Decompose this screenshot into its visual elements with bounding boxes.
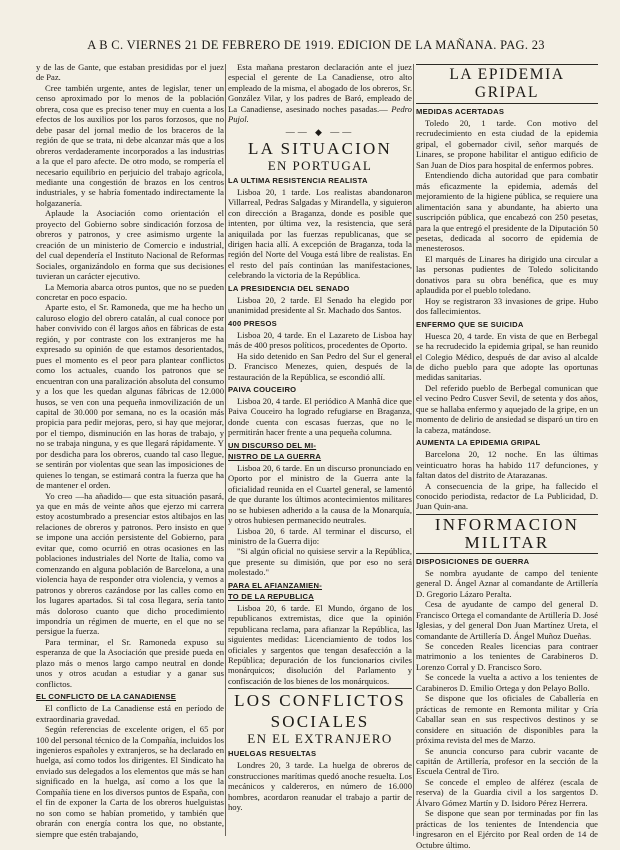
paragraph: A consecuencia de la gripe, ha fallecido el conocido periodista, redactor de La Publicidad, D. Juan Quin-ana.	[416, 480, 598, 512]
paragraph: Lisboa 20, 2 tarde. El Senado ha elegido por unanimidad presidente al Sr. Machado dos Santos.	[228, 294, 412, 316]
paragraph: Se dispone que sean por terminadas por fin las prácticas de los tenientes de Intendencia que ingresaron en el Ejército por Real orden de 14 de Octubre último.	[416, 808, 598, 850]
paragraph: Lisboa 20, 6 tarde. El Mundo, órgano de los republicanos extremistas, dice que la opinión republicana reclama, para afianzar la República, las siguientes medidas: Licenciamiento de todos los oficiales y sargentos que tengan desafección a la República; depuración de los funcionarios civiles monárquicos; disolución del Parlamento y confiscación de los bienes de los monárquicos.	[228, 602, 412, 686]
paragraph: Según referencias de excelente origen, el 65 por 100 del personal técnico de la Compañía, incluidos los ingenieros españoles y extranjeros, se ha declarado en huelga, así como todos los dirigentes. El Sindicato ha enviado sus delegados a los elementos que más se han significado en la huelga, así como a los que la Compañía tiene en los diversos puntos de España, con el fin de exponer la Carta de los obreros huelguistas no son como se habían prometido, y también que obrarán con energía contra los que, no obstante, siempre que estén trabajando,	[36, 724, 224, 839]
paragraph	[228, 62, 412, 125]
section-subheading: TO DE LA REPUBLICA	[228, 591, 314, 601]
paragraph: Se anuncia concurso para cubrir vacante de capitán de Artillería, profesor en la sección de la Escuela Central de Tiro.	[416, 745, 598, 777]
paragraph: Lisboa 20, 4 tarde. En el Lazareto de Lisboa hay más de 400 presos políticos, procedentes de Oporto.	[228, 329, 412, 351]
section-subheading: NISTRO DE LA GUERRA	[228, 451, 322, 461]
column-divider	[413, 64, 414, 836]
section-subheading: DISPOSICIONES DE GUERRA	[416, 556, 530, 566]
paragraph: Lisboa 20, 6 tarde. En un discurso pronunciado en Oporto por el ministro de la Guerra ante la oficialidad reunida en el Cuartel general, se lamentó de que durante los últimos acontecimientos militares no se hubiesen adherido a la causa de la Monarquía, y otros hubiesen permanecido neutrales.	[228, 462, 412, 526]
column-3	[416, 62, 598, 850]
paragraph: Hoy se registraron 33 invasiones de gripe. Hubo dos fallecimientos.	[416, 295, 598, 317]
headline-conflictos-3: EN EL EXTRANJERO	[247, 731, 393, 747]
headline-epidemia: LA EPIDEMIA GRIPAL	[449, 66, 565, 101]
ornament-divider: —— ◆ ——	[285, 126, 355, 137]
paragraph: El conflicto de La Canadiense está en período de extraordinaria gravedad.	[36, 703, 224, 724]
headline-informacion: INFORMACION	[434, 514, 580, 534]
paragraph: Barcelona 20, 12 noche. En las últimas veinticuatro horas ha habido 117 defunciones, y faltan datos del distrito de Atarazanas.	[416, 449, 598, 481]
headline-portugal-2: EN PORTUGAL	[267, 157, 373, 173]
paragraph: Para terminar, el Sr. Ramoneda expuso su esperanza de que la Asociación que preside pueda en plazo más o menos largo campo neutral en donde unos y otros acudan a estudiar y a ganar sus conflictos.	[36, 636, 224, 689]
paragraph: Aparte esto, el Sr. Ramoneda, que me ha hecho un caluroso elogio del obrero catalán, al cual conoce por haber convivido con él largos años en fábricas de esta región, y por contraste con los extranjeros me ha expresado su opinión de que estamos desorientados, pues el momento es el peor para plantear conflictos como los actuales, cuando los patronos que se encuentran con una paralización absoluta del consumo y a los que les quedan algunas fábricas de 12.000 husos, se ven con una pequeña inmovilización de un capital de 30.000 por semana, no es la ocasión más propicia para pedir mejoras, pero, si hay que mejorar, por el tiempo, disminución en las horas de trabajo, y no se trabaja ninguna, y es que llegará rápidamente. Y por desdicha para los obreros, cuando tal caso llegue, se sentirán por violentas que sean las imposiciones de quienes lo tengan, se estimará contra la fuerza que ha de mantener el orden.	[36, 302, 224, 491]
headline-portugal-1: LA SITUACION	[248, 138, 392, 158]
paragraph: Londres 20, 3 tarde. La huelga de obreros de construcciones marítimas quedó anoche resuelta. Los mecánicos y caldereros, en número de 16.000 hombres, acordaron reanudar el trabajo a partir de hoy.	[228, 760, 412, 813]
paragraph: Aplaude la Asociación como orientación el proyecto del Gobierno sobre sindicación forzosa de obreros y patronos, y cree asimismo urgente la creación de un ministerio de Comercio e industrial, del cual dependería el Instituto Nacional de Reformas Sociales, organizándolo en forma que sus decisiones tuvieran un carácter ejecutivo.	[36, 208, 224, 282]
paragraph: Se conceden Reales licencias para contraer matrimonio a los tenientes de Carabineros D. Lorenzo Corral y D. Francisco Soro.	[416, 641, 598, 672]
paragraph: Lisboa 20, 1 tarde. Los realistas abandonaron Villarreal, Pedras Salgadas y Mirandella, y siguieron con dirección a Braganza, donde es posible que intenten, por última vez, la resistencia, que será aniquilada por las fuerzas republicanas, que se dirigen hacia allí. A excepción de Braganza, toda la región del Norte del Vouga está libre de realistas. En el resto del país continúan las manifestaciones, celebrando la victoria de la República.	[228, 186, 412, 281]
headline-box	[416, 514, 598, 554]
paragraph: Lisboa 20, 6 tarde. Al terminar el discurso, el ministro de la Guerra dijo:	[228, 525, 412, 546]
section-subheading: 400 PRESOS	[228, 318, 277, 328]
headline-conflictos-1: LOS CONFLICTOS	[234, 691, 406, 711]
paragraph: Se dispone que los oficiales de Caballería en prácticas de remonte en Remonta militar y Cría Caballar sean en sus respectivos destinos y se considere en situación de disponibles para la próxima revista del mes de Marzo.	[416, 693, 598, 746]
paragraph: Se nombra ayudante de campo del teniente general D. Ángel Aznar al comandante de Artillería D. Gregorio Lázaro Peralta.	[416, 567, 598, 599]
masthead: A B C. VIERNES 21 DE FEBRERO DE 1919. EDICION DE LA MAÑANA. PAG. 23	[87, 38, 545, 52]
section-subheading: ENFERMO QUE SE SUICIDA	[416, 319, 524, 329]
paragraph: y de las de Gante, que estaban presididas por el juez de Paz.	[36, 62, 224, 83]
paragraph: Yo creo —ha añadido— que esta situación pasará, ya que en más de veinte años que ejerzo mi carrera estoy acostumbrado a presenciar estos altibajos en las relaciones de obreros y patronos. Pero insisto en que se impone una acción persistente del Gobierno, para evitar que, como ocurrió en otras ocasiones en las poblaciones industriales del Norte de Italia, como va comenzando en alguna población de Barcelona, a una violencia haya de responder otra violencia, y vemos a patronos y obreros cazándose por las calles como en los lugares apartados. Si tal cosa llegara, sería tanto más doloroso cuanto que dicho procedimiento impondría un régimen de muerte, en el que no se persigue la fuerza.	[36, 490, 224, 637]
section-subheading: UN DISCURSO DEL MI-	[228, 440, 317, 450]
paragraph: Huesca 20, 4 tarde. En vista de que en Berbegal se ha recrudecido la epidemia gripal, se han reunido el Colegio Médico, después de dar aviso al alcalde de dicho pueblo para que adopte las oportunas medidas sanitarias.	[416, 330, 598, 383]
section-subheading: LA ULTIMA RESISTENCIA REALISTA	[228, 175, 368, 185]
paragraph: Se concede el empleo de alférez (escala de reserva) de la Guardia civil a los sargentos D. Álvaro Gómez Martín y D. Isidoro Pérez Herrera.	[416, 776, 598, 808]
paragraph: Cree también urgente, antes de legislar, tener un censo aproximado por lo menos de la población obrera, cosa que es preciso tener muy en cuenta a los efectos de los auxilios por los paros forzosos, que no debe pasar del jornal medio de los braceros de la región de que se trata, ni debe alcanzar más que a los obreros verdaderamente incorporados a las industrias a la que el paro afecte. De otro modo, se rompería el necesario equilibrio en perjuicio del trabajo agrícola, mediante una congestión de brazos en los centros industriales, y se habría fomentado indirectamente la holgazanería.	[36, 82, 224, 208]
paragraph: "Si algún oficial no quisiese servir a la República, que presente su dimisión, que por eso no será molestado."	[228, 546, 412, 578]
paragraph-text: Esta mañana prestaron declaración ante el juez especial el gerente de La Canadiense, otro alto empleado de la misma, el abogado de los obreros, Sr. González Vilar, y los padres de Baró, empleado de La Canadiense, asesinado noches pasadas.—	[228, 62, 412, 114]
paragraph: Lisboa 20, 4 tarde. El periódico A Manhã dice que Paiva Couceiro ha logrado refugiarse en Braganza, donde cuenta con escasas fuerzas, que no le permitirán hacer frente a una pequeña columna.	[228, 395, 412, 438]
paragraph: Ha sido detenido en San Pedro del Sur el general D. Francisco Menezes, quien, después de la restauración de la República, se escondió allí.	[228, 350, 412, 382]
column-divider	[225, 64, 226, 836]
headline-box	[416, 64, 598, 104]
paragraph: Cesa de ayudante de campo del general D. Francisco Ortega el comandante de Artillería D. José Iglesias, y del general Don Juan Martínez Ureta, el comandante de Artillería D. Ángel Muñoz Dueñas.	[416, 599, 598, 641]
divider	[228, 688, 412, 689]
column-1	[36, 62, 224, 838]
paragraph: Toledo 20, 1 tarde. Con motivo del recrudecimiento en esta ciudad de la epidemia gripal, el gobernador civil, señor marqués de Linares, se propone habilitar el antiguo edificio de San Juan de Dios para hospital de enfermos pobres.	[416, 118, 598, 170]
byline-signature: Pedro Pujol.	[228, 103, 412, 125]
paragraph: Del referido pueblo de Berbegal comunican que el vecino Pedro Cusver Sevil, de setenta y dos años, que se hallaba enfermo y aquejado de la gripe, en un momento de delirio de ansiedad se disparó un tiro en la cabeza, matándose.	[416, 382, 598, 435]
headline-conflictos-2: SOCIALES	[270, 712, 370, 732]
headline-militar: MILITAR	[464, 532, 550, 552]
section-subheading: PAIVA COUCEIRO	[228, 384, 297, 394]
section-subheading: PARA EL AFIANZAMIEN-	[228, 580, 323, 590]
paragraph: Entendiendo dicha autoridad que para combatir más eficazmente la epidemia, además del mejoramiento de la higiene pública, se requiere una alimentación sana y abundante, ha abierto una suscripción pública, que encabezó con 250 pesetas, para la que entregó el presidente de la Diputación 50 pesetas, dedicada al socorro de epidemia de menesterosos.	[416, 170, 598, 254]
section-subheading: EL CONFLICTO DE LA CANADIENSE	[36, 692, 177, 702]
section-subheading: AUMENTA LA EPIDEMIA GRIPAL	[416, 438, 541, 448]
column-2	[228, 62, 412, 838]
paragraph: El marqués de Linares ha dirigido una circular a las personas pudientes de Toledo solicitando donativos para su obra benéfica, que es muy aplaudida por el pueblo toledano.	[416, 253, 598, 296]
section-subheading: HUELGAS RESUELTAS	[228, 749, 317, 759]
section-subheading: MEDIDAS ACERTADAS	[416, 107, 505, 116]
paragraph: Se concede la vuelta a activo a los tenientes de Carabineros D. Emilio Ortega y don Pelayo Bollo.	[416, 672, 598, 693]
paragraph: La Memoria abarca otros puntos, que no se pueden concretar en poco espacio.	[36, 281, 224, 302]
section-subheading: LA PRESIDENCIA DEL SENADO	[228, 283, 350, 293]
